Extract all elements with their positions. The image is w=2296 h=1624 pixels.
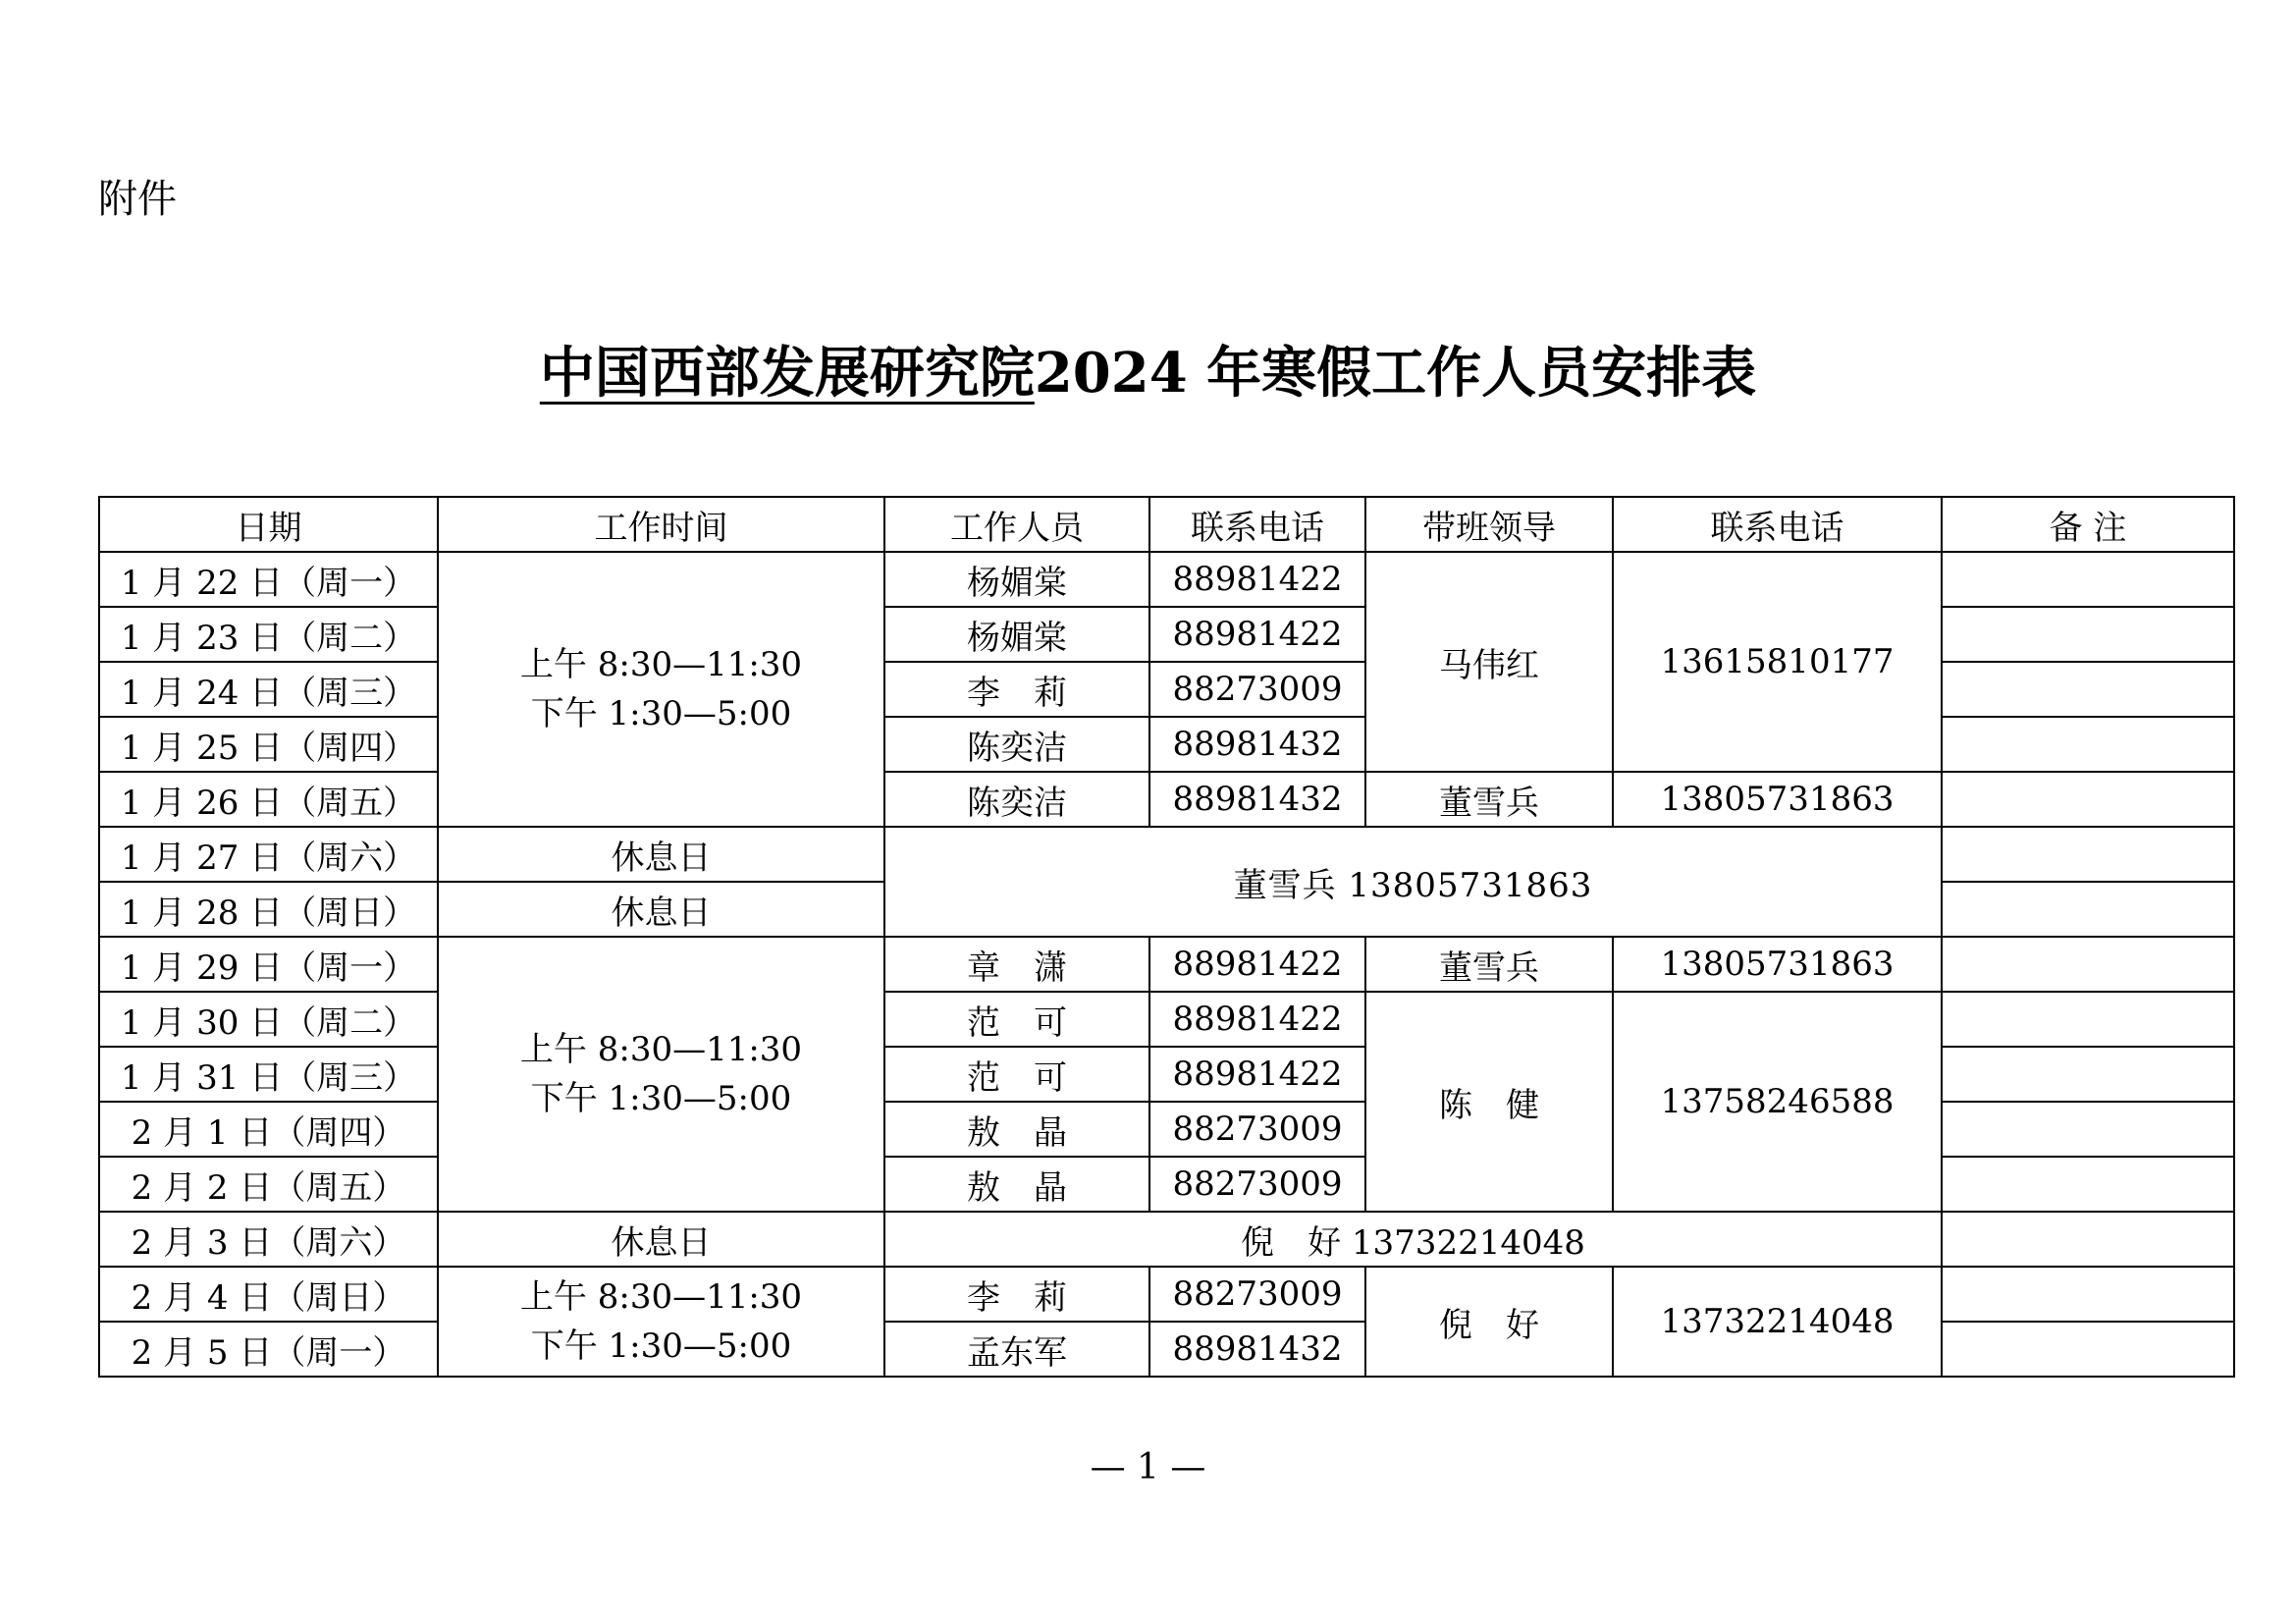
rest-day-cell: 休息日 <box>438 1212 884 1267</box>
staff-phone-cell: 88981422 <box>1149 937 1365 992</box>
work-time-afternoon: 下午 1:30—5:00 <box>530 694 792 733</box>
rest-day-cell: 休息日 <box>438 882 884 937</box>
staff-phone-cell: 88273009 <box>1149 1157 1365 1212</box>
table-row <box>99 827 2234 882</box>
staff-cell: 李 莉 <box>884 1267 1149 1322</box>
staff-cell: 范 可 <box>884 1047 1149 1102</box>
header-staff-phone: 联系电话 <box>1149 497 1365 552</box>
remarks-cell <box>1942 717 2234 772</box>
work-time-afternoon: 下午 1:30—5:00 <box>530 1079 792 1118</box>
leader-phone-cell: 13805731863 <box>1613 772 1942 827</box>
remarks-cell <box>1942 1157 2234 1212</box>
leader-phone-cell: 13732214048 <box>1613 1267 1942 1377</box>
leader-phone-cell: 13758246588 <box>1613 992 1942 1212</box>
staff-phone-cell: 88981432 <box>1149 772 1365 827</box>
date-cell: 1 月 29 日（周一） <box>99 937 438 992</box>
leader-phone-cell: 13615810177 <box>1613 552 1942 772</box>
date-cell: 2 月 3 日（周六） <box>99 1212 438 1267</box>
work-time-morning: 上午 8:30—11:30 <box>519 645 803 684</box>
date-cell: 2 月 5 日（周一） <box>99 1322 438 1377</box>
header-remarks: 备 注 <box>1942 497 2234 552</box>
staff-phone-cell: 88981432 <box>1149 717 1365 772</box>
weekend-duty-cell: 倪 好 13732214048 <box>884 1212 1942 1267</box>
table-row <box>99 992 2234 1047</box>
staff-cell: 杨媚棠 <box>884 552 1149 607</box>
work-time-cell <box>438 552 884 827</box>
staff-cell: 章 潇 <box>884 937 1149 992</box>
date-cell: 1 月 25 日（周四） <box>99 717 438 772</box>
date-cell: 1 月 24 日（周三） <box>99 662 438 717</box>
date-cell: 1 月 31 日（周三） <box>99 1047 438 1102</box>
page-title <box>0 334 2296 412</box>
date-cell: 1 月 23 日（周二） <box>99 607 438 662</box>
table-row <box>99 772 2234 827</box>
work-time-cell <box>438 937 884 1212</box>
staff-cell: 敖 晶 <box>884 1157 1149 1212</box>
table-row <box>99 1267 2234 1322</box>
remarks-cell <box>1942 1212 2234 1267</box>
date-cell: 2 月 2 日（周五） <box>99 1157 438 1212</box>
staff-cell: 陈奕洁 <box>884 717 1149 772</box>
remarks-cell <box>1942 937 2234 992</box>
page-number: — 1 — <box>1090 1447 1206 1488</box>
staff-cell: 陈奕洁 <box>884 772 1149 827</box>
header-staff: 工作人员 <box>884 497 1149 552</box>
leader-cell: 马伟红 <box>1365 552 1613 772</box>
weekend-duty-cell: 董雪兵 13805731863 <box>884 827 1942 937</box>
leader-cell: 倪 好 <box>1365 1267 1613 1377</box>
remarks-cell <box>1942 1267 2234 1322</box>
leader-cell: 陈 健 <box>1365 992 1613 1212</box>
header-leader: 带班领导 <box>1365 497 1613 552</box>
staff-cell: 孟东军 <box>884 1322 1149 1377</box>
remarks-cell <box>1942 1322 2234 1377</box>
remarks-cell <box>1942 772 2234 827</box>
staff-phone-cell: 88981422 <box>1149 552 1365 607</box>
table-row <box>99 937 2234 992</box>
remarks-cell <box>1942 827 2234 882</box>
schedule-table <box>98 496 2235 1378</box>
staff-phone-cell: 88273009 <box>1149 662 1365 717</box>
date-cell: 1 月 28 日（周日） <box>99 882 438 937</box>
staff-phone-cell: 88273009 <box>1149 1267 1365 1322</box>
work-time-afternoon: 下午 1:30—5:00 <box>530 1326 792 1366</box>
attachment-label: 附件 <box>98 177 177 222</box>
leader-phone-cell: 13805731863 <box>1613 937 1942 992</box>
title-rest: 2024 年寒假工作人员安排表 <box>1034 341 1757 406</box>
header-work-time: 工作时间 <box>438 497 884 552</box>
staff-phone-cell: 88981422 <box>1149 1047 1365 1102</box>
staff-cell: 敖 晶 <box>884 1102 1149 1157</box>
work-time-morning: 上午 8:30—11:30 <box>519 1277 803 1317</box>
staff-phone-cell: 88981422 <box>1149 992 1365 1047</box>
date-cell: 2 月 4 日（周日） <box>99 1267 438 1322</box>
staff-phone-cell: 88981422 <box>1149 607 1365 662</box>
staff-cell: 李 莉 <box>884 662 1149 717</box>
date-cell: 1 月 27 日（周六） <box>99 827 438 882</box>
date-cell: 1 月 26 日（周五） <box>99 772 438 827</box>
table-header-row <box>99 497 2234 552</box>
rest-day-cell: 休息日 <box>438 827 884 882</box>
staff-cell: 范 可 <box>884 992 1149 1047</box>
remarks-cell <box>1942 607 2234 662</box>
staff-cell: 杨媚棠 <box>884 607 1149 662</box>
date-cell: 2 月 1 日（周四） <box>99 1102 438 1157</box>
remarks-cell <box>1942 1102 2234 1157</box>
remarks-cell <box>1942 882 2234 937</box>
remarks-cell <box>1942 1047 2234 1102</box>
leader-cell: 董雪兵 <box>1365 772 1613 827</box>
leader-cell: 董雪兵 <box>1365 937 1613 992</box>
date-cell: 1 月 22 日（周一） <box>99 552 438 607</box>
staff-phone-cell: 88981432 <box>1149 1322 1365 1377</box>
remarks-cell <box>1942 662 2234 717</box>
table-row <box>99 1212 2234 1267</box>
work-time-morning: 上午 8:30—11:30 <box>519 1030 803 1069</box>
title-org-name: 中国西部发展研究院 <box>539 341 1035 406</box>
remarks-cell <box>1942 552 2234 607</box>
date-cell: 1 月 30 日（周二） <box>99 992 438 1047</box>
header-leader-phone: 联系电话 <box>1613 497 1942 552</box>
header-date: 日期 <box>99 497 438 552</box>
remarks-cell <box>1942 992 2234 1047</box>
staff-phone-cell: 88273009 <box>1149 1102 1365 1157</box>
work-time-cell <box>438 1267 884 1377</box>
table-row <box>99 552 2234 607</box>
